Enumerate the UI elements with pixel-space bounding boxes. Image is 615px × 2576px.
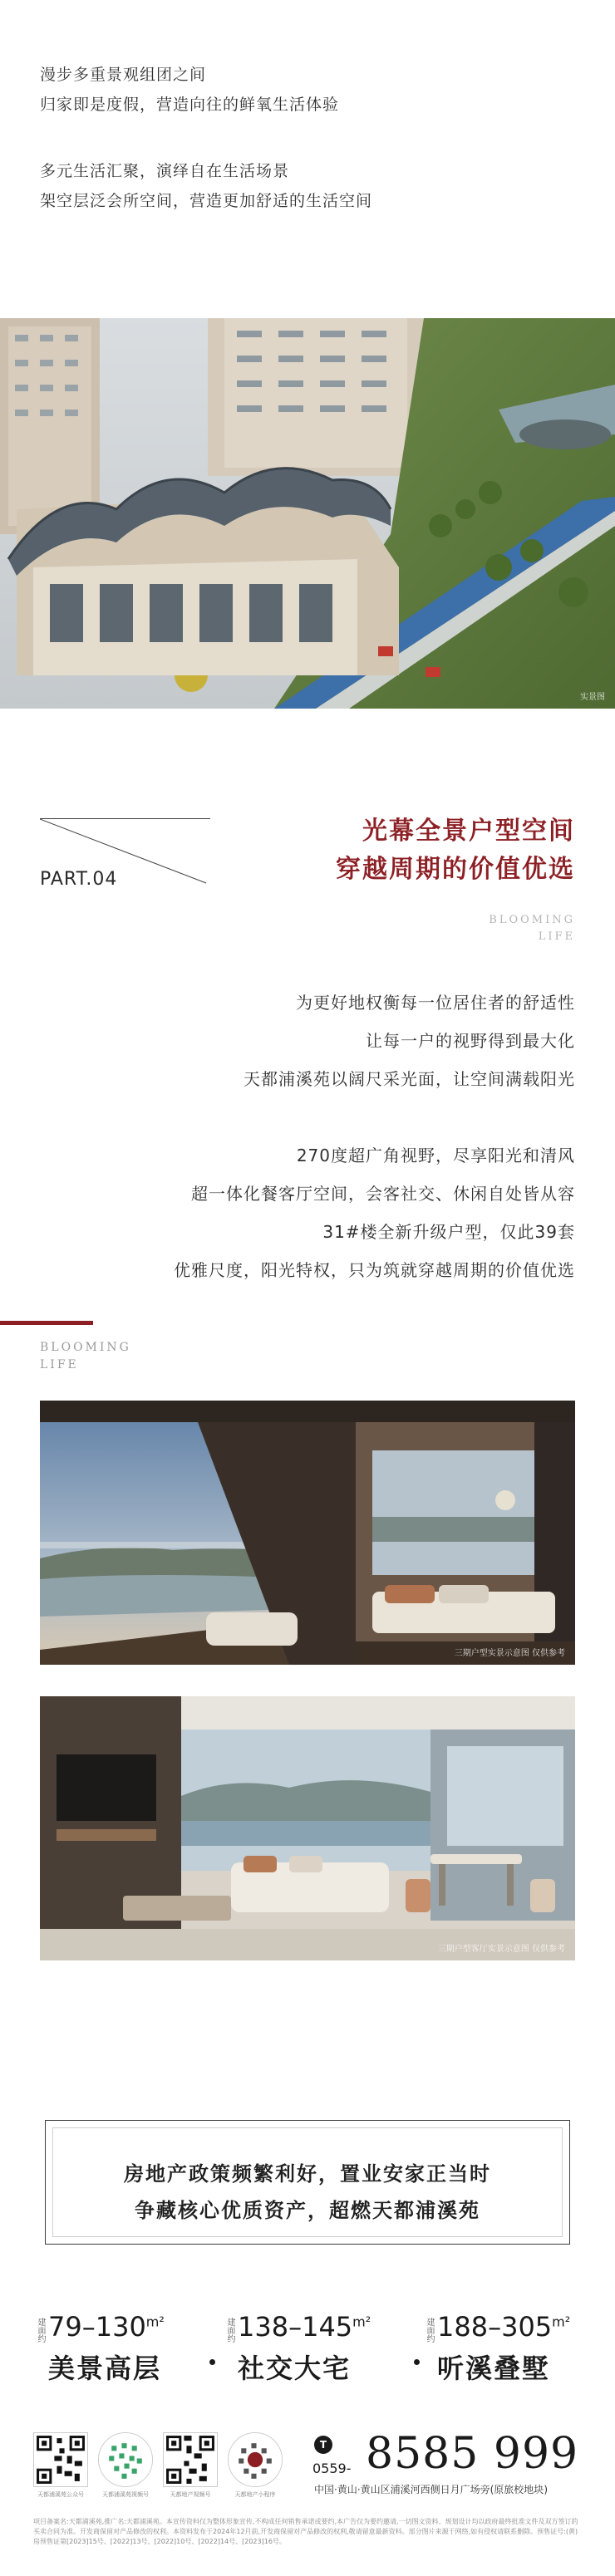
- product-area: $188-305^{m^2}$: [437, 2311, 571, 2343]
- balcony-interior-photo: [40, 1401, 575, 1665]
- separator-dot: [414, 2359, 420, 2365]
- qr-code[interactable]: [228, 2432, 283, 2487]
- product-area: $79-130^{m^2}$: [48, 2311, 165, 2343]
- intro-line: 归家即是度假，营造向往的鲜氧生活体验: [40, 96, 340, 114]
- body-line: 31#楼全新升级户型，仅此39套: [322, 1222, 575, 1242]
- qr-caption: 天都浦溪苑公众号: [37, 2491, 84, 2498]
- photo-caption: 三期户型客厅实景示意图 仅供参考: [437, 1945, 565, 1954]
- product-name: 听溪叠墅: [437, 2353, 551, 2384]
- product-types: [33, 2311, 590, 2394]
- body-line: 为更好地权衡每一位居住者的舒适性: [296, 993, 575, 1013]
- heading-line: 穿越周期的价值优选: [336, 855, 575, 884]
- photo-caption: 实景图: [580, 693, 605, 702]
- intro-line: 漫步多重景观组团之间: [40, 66, 207, 84]
- slogan-box: [45, 2120, 570, 2245]
- body-line: 270度超广角视野，尽享阳光和清风: [296, 1146, 575, 1165]
- photo-caption: 三期户型实景示意图 仅供参考: [454, 1649, 565, 1658]
- product-item: [422, 2311, 590, 2394]
- disclaimer: 项目备案名:天都浦溪苑,推广名:天都浦溪苑。本宣传资料仅为整体形象宣传,不构成任何销售承诺或要约,本广告仅为要约邀请,一切图文资料、规划设计均以政府最终批准文件及双方签订的买卖合同为准。开发商保留对产品修改的权利。本资料发布于2024年12月前,开发商保留对产品修改的权利,敬请留意最新资料。部分图片来源于网络,如有侵权请联系删除。预售证号:(黄)房预售证第[2023]15号、[2022]13号、[2022]10号、[2022]14号、[2023]16号。: [33, 2518, 578, 2545]
- separator-dot: [209, 2359, 215, 2365]
- intro-line: 架空层泛会所空间，营造更加舒适的生活空间: [40, 192, 373, 210]
- phone-prefix: 0559-: [312, 2461, 352, 2476]
- address: 中国·黄山·黄山区浦溪河西侧日月广场旁(原旅校地块): [314, 2484, 548, 2495]
- qr-code[interactable]: [98, 2432, 153, 2487]
- qr-caption: 天都地产小程序: [234, 2491, 276, 2498]
- part-label: PART.04: [40, 869, 118, 890]
- product-name: 美景高层: [48, 2353, 162, 2384]
- body-text: [27, 984, 575, 1289]
- blooming-life-mark: [40, 1339, 131, 1374]
- slogan-line: 争藏核心优质资产，超燃天都浦溪苑: [135, 2199, 480, 2222]
- qr-icon: [99, 2433, 152, 2486]
- intro-line: 多元生活汇聚，演绎自在生活场景: [40, 162, 290, 180]
- body-line: 让每一户的视野得到最大化: [366, 1031, 575, 1051]
- bloom-line: BLOOMING: [489, 914, 575, 926]
- bloom-line: LIFE: [40, 1358, 79, 1371]
- product-item: [223, 2311, 414, 2394]
- accent-bar: [0, 1321, 93, 1325]
- bloom-line: LIFE: [538, 930, 575, 943]
- product-item: [33, 2311, 208, 2394]
- phone-icon: T: [314, 2436, 332, 2454]
- bloom-line: BLOOMING: [40, 1341, 131, 1354]
- body-line: 天都浦溪苑以阔尺采光面，让空间满载阳光: [244, 1069, 575, 1089]
- qr-code[interactable]: [33, 2432, 88, 2487]
- heading-line: 光幕全景户型空间: [362, 817, 575, 846]
- qr-caption: 天都浦溪苑视频号: [102, 2491, 149, 2498]
- section-heading: [336, 812, 575, 889]
- living-room-photo: [40, 1696, 575, 1960]
- phone-number[interactable]: 8585 999: [366, 2429, 579, 2479]
- qr-caption: 天都地产视频号: [170, 2491, 211, 2498]
- product-area: $138-145^{m^2}$: [238, 2311, 371, 2343]
- balcony-illustration: [40, 1401, 575, 1665]
- area-tag: 建面约: [225, 2318, 234, 2343]
- qr-icon: [164, 2433, 217, 2486]
- intro-text: [40, 60, 572, 216]
- qr-code[interactable]: [163, 2432, 218, 2487]
- qr-icon: [34, 2433, 87, 2486]
- blooming-life-mark: [489, 912, 575, 945]
- product-name: 社交大宅: [238, 2353, 352, 2384]
- area-tag: 建面约: [36, 2318, 45, 2343]
- clubhouse-illustration: [0, 318, 615, 709]
- slogan-line: 房地产政策频繁利好，置业安家正当时: [124, 2162, 491, 2186]
- contact-row: [33, 2429, 590, 2499]
- qr-icon: [229, 2433, 282, 2486]
- living-room-illustration: [40, 1696, 575, 1960]
- area-tag: 建面约: [425, 2318, 434, 2343]
- body-line: 超一体化餐客厅空间，会客社交、休闲自处皆从容: [191, 1184, 575, 1204]
- clubhouse-aerial-photo: [0, 318, 615, 709]
- body-line: 优雅尺度，阳光特权，只为筑就穿越周期的价值优选: [174, 1260, 575, 1280]
